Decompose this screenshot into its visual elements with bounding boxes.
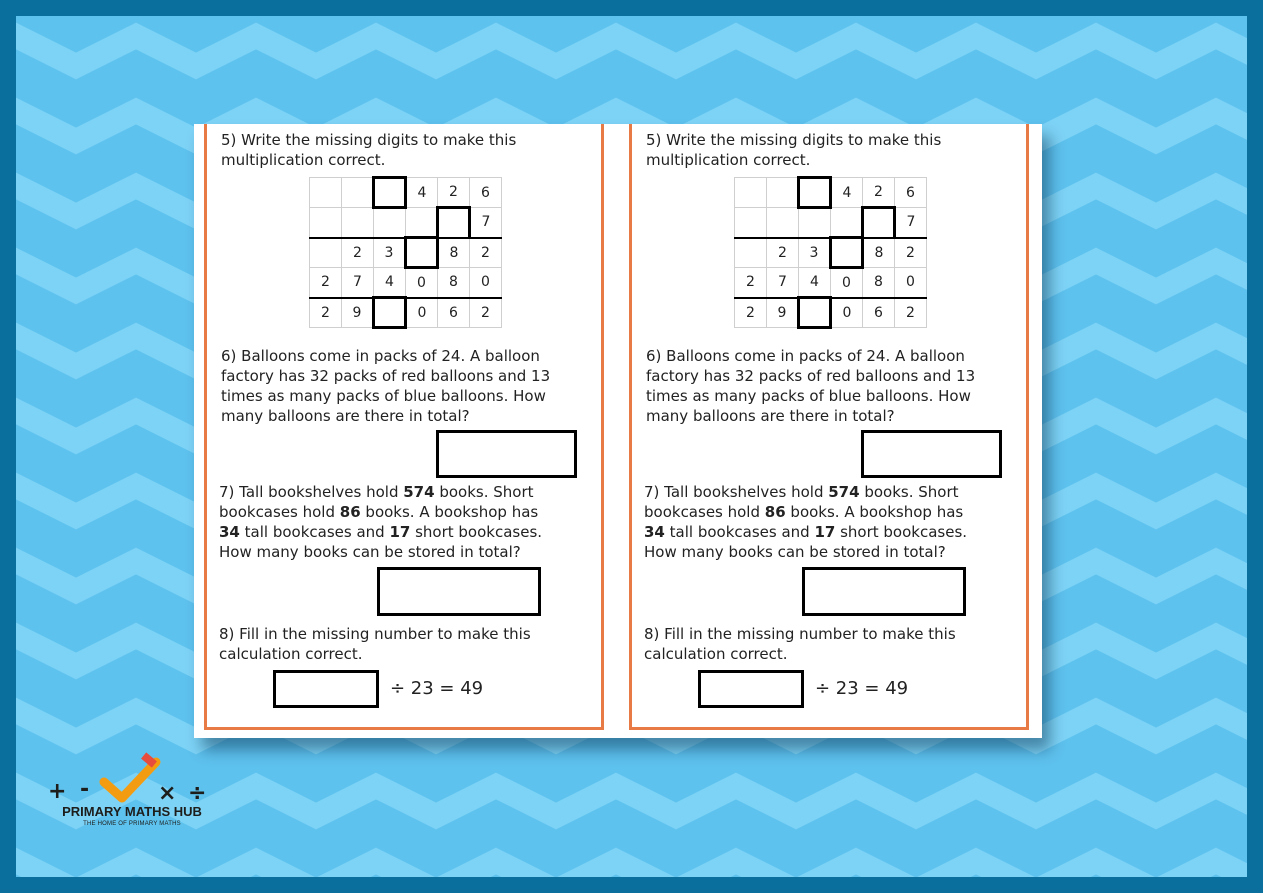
grid-cell: 0: [895, 268, 927, 298]
grid-cell: 2: [895, 298, 927, 328]
svg-text:+: +: [48, 779, 67, 804]
grid-cell: 2: [438, 178, 470, 208]
grid-cell: 8: [438, 238, 470, 268]
grid-cell: 2: [735, 298, 767, 328]
grid-cell: 8: [863, 268, 895, 298]
svg-text:×: ×: [158, 781, 177, 804]
grid-cell: 0: [406, 298, 438, 328]
logo-symbols-icon: [44, 752, 224, 804]
grid-cell: [735, 208, 767, 238]
grid-cell: 2: [310, 298, 342, 328]
grid-cell: 8: [863, 238, 895, 268]
grid-row: [310, 178, 502, 208]
zigzag-stripe: [16, 36, 1247, 66]
question-7-text: 7) Tall bookshelves hold 574 books. Short bookcases hold 86 books. A bookshop has 34 tall bookcases and 17 short bookcases. How many books can be stored in total?: [219, 483, 543, 561]
grid-cell: 9: [767, 298, 799, 328]
grid-cell: 3: [374, 238, 406, 268]
grid-cell: 2: [863, 178, 895, 208]
grid-row: [310, 238, 502, 268]
grid-row: [310, 298, 502, 328]
grid-cell: 2: [342, 238, 374, 268]
grid-row: [735, 298, 927, 328]
grid-row: [735, 268, 927, 298]
worksheet-panel-right: [629, 124, 1029, 730]
grid-cell: [735, 238, 767, 268]
svg-text:÷: ÷: [188, 781, 207, 804]
missing-digit-box[interactable]: [374, 178, 406, 208]
multiplication-grid: [734, 176, 927, 329]
grid-cell: [406, 208, 438, 238]
grid-cell: 0: [831, 268, 863, 298]
logo-name: PRIMARY MATHS HUB: [62, 804, 202, 819]
grid-cell: 6: [470, 178, 502, 208]
grid-row: [310, 268, 502, 298]
multiplication-grid: [309, 176, 502, 329]
grid-cell: 2: [470, 238, 502, 268]
answer-box-q8[interactable]: [698, 670, 804, 708]
grid-cell: 7: [342, 268, 374, 298]
grid-cell: [310, 178, 342, 208]
division-equation: ÷ 23 = 49: [390, 678, 484, 699]
grid-row: [310, 208, 502, 238]
grid-cell: 9: [342, 298, 374, 328]
grid-row: [735, 238, 927, 268]
grid-row: [735, 178, 927, 208]
question-8-text: 8) Fill in the missing number to make this calculation correct.: [644, 625, 956, 663]
grid-cell: 4: [406, 178, 438, 208]
grid-cell: 0: [406, 268, 438, 298]
grid-cell: [342, 208, 374, 238]
grid-cell: [310, 238, 342, 268]
question-5-text: 5) Write the missing digits to make this multiplication correct.: [646, 131, 942, 169]
answer-box-q6[interactable]: [861, 430, 1002, 478]
answer-box-q6[interactable]: [436, 430, 577, 478]
grid-cell: [374, 208, 406, 238]
grid-cell: [831, 208, 863, 238]
zigzag-stripe: [16, 861, 1247, 877]
grid-cell: [310, 208, 342, 238]
grid-row: [735, 208, 927, 238]
grid-cell: 2: [895, 238, 927, 268]
missing-digit-box[interactable]: [799, 298, 831, 328]
missing-digit-box[interactable]: [374, 298, 406, 328]
division-equation: ÷ 23 = 49: [815, 678, 909, 699]
grid-cell: 7: [895, 208, 927, 238]
question-8-text: 8) Fill in the missing number to make this calculation correct.: [219, 625, 531, 663]
answer-box-q7[interactable]: [377, 567, 541, 616]
grid-cell: 2: [470, 298, 502, 328]
worksheet: [194, 124, 1042, 738]
grid-cell: 6: [438, 298, 470, 328]
question-7-text: 7) Tall bookshelves hold 574 books. Short bookcases hold 86 books. A bookshop has 34 tall bookcases and 17 short bookcases. How many books can be stored in total?: [644, 483, 968, 561]
primary-maths-hub-logo: [44, 752, 224, 832]
svg-text:-: -: [80, 777, 90, 802]
grid-cell: [799, 208, 831, 238]
grid-cell: 2: [310, 268, 342, 298]
grid-cell: 7: [470, 208, 502, 238]
answer-box-q7[interactable]: [802, 567, 966, 616]
logo-tagline: THE HOME OF PRIMARY MATHS: [83, 821, 181, 827]
missing-digit-box[interactable]: [831, 238, 863, 268]
grid-cell: 0: [470, 268, 502, 298]
grid-cell: [342, 178, 374, 208]
question-6-text: 6) Balloons come in packs of 24. A balloon factory has 32 packs of red balloons and 13 times as many packs of blue balloons. How many balloons are there in total?: [646, 347, 976, 425]
grid-cell: 3: [799, 238, 831, 268]
answer-box-q8[interactable]: [273, 670, 379, 708]
grid-cell: 2: [735, 268, 767, 298]
grid-cell: 0: [831, 298, 863, 328]
question-6-text: 6) Balloons come in packs of 24. A balloon factory has 32 packs of red balloons and 13 times as many packs of blue balloons. How many balloons are there in total?: [221, 347, 551, 425]
missing-digit-box[interactable]: [863, 208, 895, 238]
missing-digit-box[interactable]: [799, 178, 831, 208]
question-5-text: 5) Write the missing digits to make this multiplication correct.: [221, 131, 517, 169]
grid-cell: 6: [863, 298, 895, 328]
grid-cell: 8: [438, 268, 470, 298]
grid-cell: [735, 178, 767, 208]
missing-digit-box[interactable]: [438, 208, 470, 238]
grid-cell: 7: [767, 268, 799, 298]
grid-cell: 4: [374, 268, 406, 298]
grid-cell: 2: [767, 238, 799, 268]
grid-cell: 6: [895, 178, 927, 208]
grid-cell: 4: [799, 268, 831, 298]
grid-cell: [767, 178, 799, 208]
grid-cell: 4: [831, 178, 863, 208]
grid-cell: [767, 208, 799, 238]
worksheet-panel-left: [204, 124, 604, 730]
missing-digit-box[interactable]: [406, 238, 438, 268]
